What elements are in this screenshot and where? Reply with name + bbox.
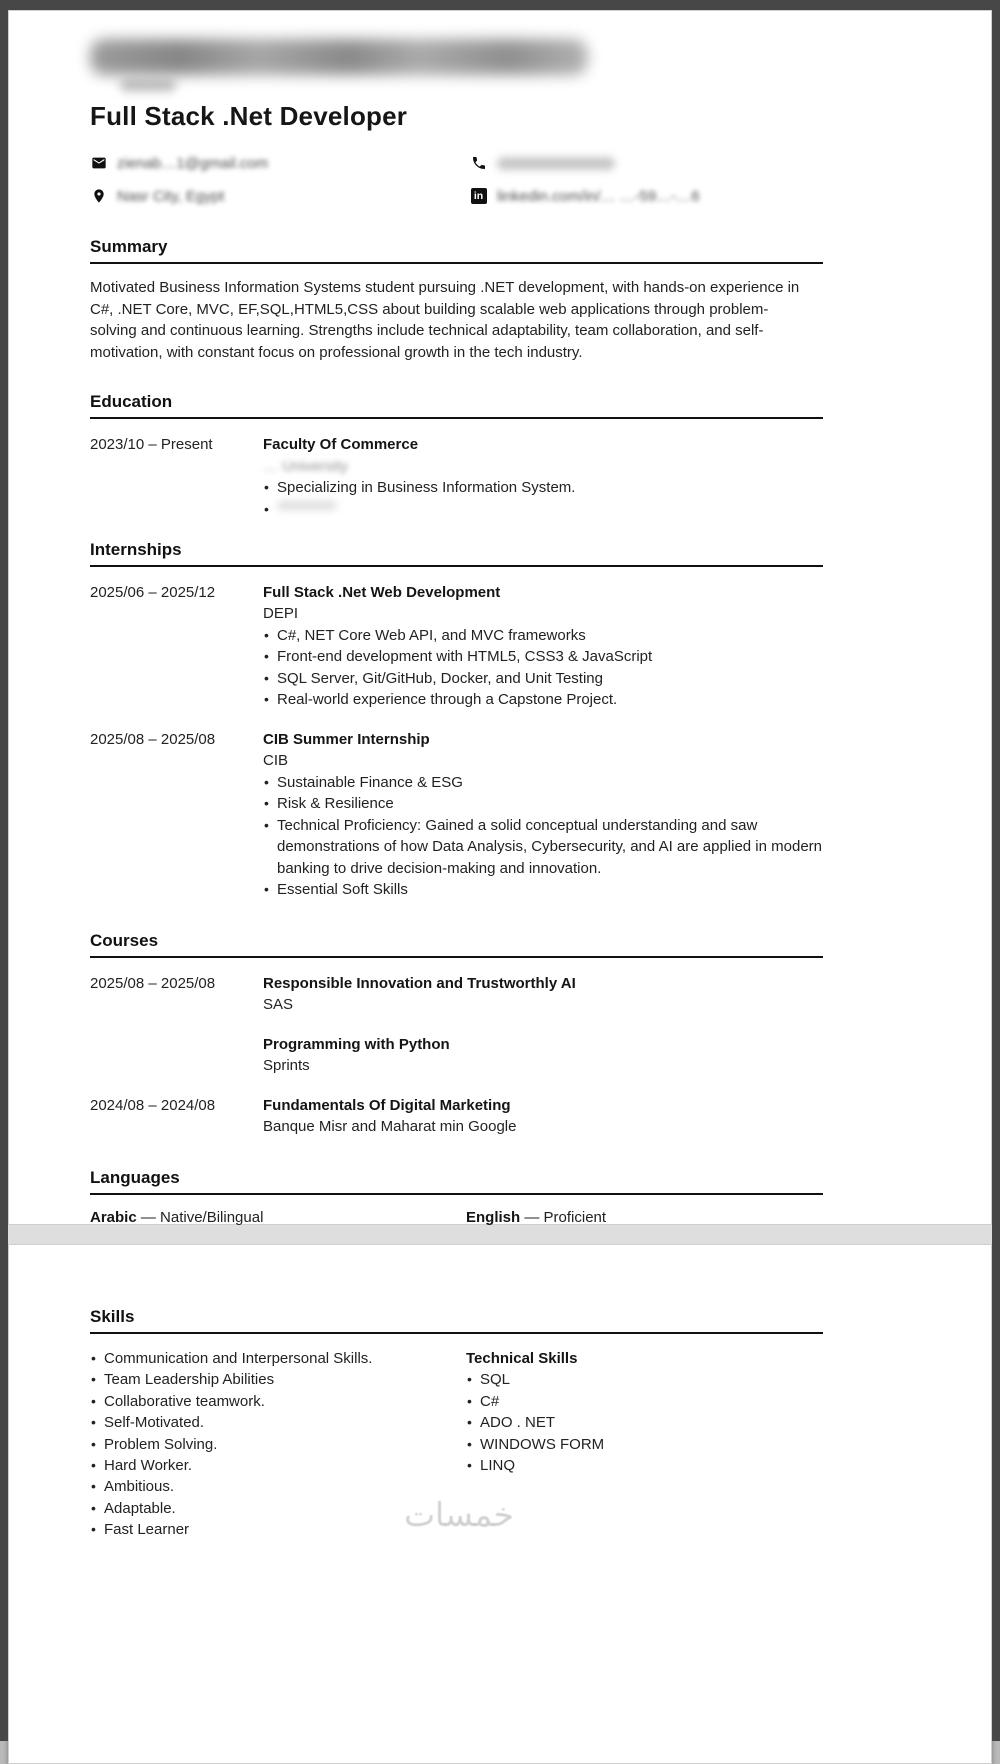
entry-dates: 2023/10 – Present bbox=[90, 436, 213, 453]
courses-heading: Courses bbox=[90, 931, 823, 958]
entry-bullets bbox=[263, 625, 823, 711]
contact-linkedin bbox=[470, 187, 823, 205]
summary-text: Motivated Business Information Systems student pursuing .NET development, with hands-on experience in C#, .NET Core, MVC, EF,SQL,HTML5,CSS about building scalable web applications through problem-solving and continuous learning. Strengths include technical adaptability, team collaboration, and self-motivation, with constant focus on professional growth in the tech industry. bbox=[90, 279, 800, 361]
entry-body bbox=[263, 1034, 823, 1077]
skill-item: • Communication and Interpersonal Skills. bbox=[90, 1348, 466, 1369]
bullet-item: • Front-end development with HTML5, CSS3 & JavaScript bbox=[263, 646, 823, 668]
entry-dates: 2025/08 – 2025/08 bbox=[90, 730, 216, 748]
entry-dates: 2025/06 – 2025/12 bbox=[90, 583, 216, 601]
entry-body bbox=[263, 434, 823, 510]
contact-location-text: Nasr City, Egypt bbox=[117, 187, 225, 205]
entry-body bbox=[263, 729, 823, 901]
redacted-name-subblob bbox=[120, 79, 176, 91]
entry-title: Fundamentals Of Digital Marketing bbox=[263, 1096, 511, 1114]
contact-linkedin-text: linkedin.com/in/… …-59…-…6 bbox=[497, 187, 700, 205]
skill-item: • ADO . NET bbox=[466, 1412, 823, 1433]
bullet-item: • SQL Server, Git/GitHub, Docker, and Unit Testing bbox=[263, 668, 823, 690]
entry-dates: 2025/08 – 2025/08 bbox=[90, 974, 216, 992]
contact-info bbox=[90, 154, 823, 205]
skill-item: • SQL bbox=[466, 1369, 823, 1390]
section-languages bbox=[90, 1168, 823, 1226]
entry-title: Responsible Innovation and Trustworthly AI bbox=[263, 974, 576, 992]
skill-item: • Hard Worker. bbox=[90, 1455, 466, 1476]
course-entry bbox=[90, 973, 823, 1016]
frame-right-edge bbox=[992, 0, 1000, 1741]
contact-location bbox=[90, 187, 470, 205]
contact-email-text: zienab…1@gmail.com bbox=[117, 154, 269, 172]
skill-item: • Adaptable. bbox=[90, 1498, 466, 1519]
entry-dates: 2024/08 – 2024/08 bbox=[90, 1096, 216, 1114]
course-entry bbox=[90, 1095, 823, 1138]
language-item bbox=[90, 1209, 466, 1226]
section-summary bbox=[90, 237, 823, 363]
course-entry bbox=[90, 1034, 823, 1077]
redacted-blob bbox=[277, 501, 337, 510]
phone-icon bbox=[470, 155, 487, 172]
entry-org: CIB bbox=[263, 752, 289, 769]
language-item bbox=[466, 1209, 823, 1226]
entry-body bbox=[263, 973, 823, 1016]
entry-bullets bbox=[263, 477, 823, 499]
contact-phone bbox=[470, 154, 823, 172]
skill-item: • Team Leadership Abilities bbox=[90, 1369, 466, 1390]
languages-row bbox=[90, 1209, 823, 1226]
language-name: English bbox=[466, 1208, 521, 1226]
section-courses bbox=[90, 931, 823, 1138]
skills-heading: Skills bbox=[90, 1307, 823, 1334]
bullet-item: • Real-world experience through a Capstone Project. bbox=[263, 689, 823, 711]
frame-left-edge bbox=[0, 0, 8, 1741]
skill-item: • WINDOWS FORM bbox=[466, 1434, 823, 1455]
entry-title: Full Stack .Net Web Development bbox=[263, 583, 501, 601]
section-internships bbox=[90, 540, 823, 901]
language-separator: — bbox=[524, 1208, 540, 1226]
frame-top-edge bbox=[0, 0, 1000, 10]
bullet-item: • Technical Proficiency: Gained a solid conceptual understanding and saw demonstrations of how Data Analysis, Cybersecurity, and AI are applied in modern banking to drive decision-making and innovation. bbox=[263, 815, 823, 880]
bullet-item: • Sustainable Finance & ESG bbox=[263, 772, 823, 794]
bullet-item: • Specializing in Business Information System. bbox=[263, 477, 823, 499]
technical-skills-list bbox=[466, 1369, 823, 1476]
location-pin-icon bbox=[90, 188, 107, 205]
skill-item: • Ambitious. bbox=[90, 1476, 466, 1497]
envelope-icon bbox=[90, 155, 107, 172]
technical-skills-heading: Technical Skills bbox=[466, 1350, 578, 1367]
language-level: Proficient bbox=[543, 1208, 607, 1226]
entry-org: Sprints bbox=[263, 1057, 310, 1074]
section-education bbox=[90, 392, 823, 510]
redacted-name bbox=[90, 39, 823, 91]
language-name: Arabic bbox=[90, 1208, 137, 1226]
redacted-name-blob bbox=[90, 39, 588, 75]
skill-item: • C# bbox=[466, 1391, 823, 1412]
contact-email bbox=[90, 154, 470, 172]
entry-bullets bbox=[263, 772, 823, 901]
internship-entry bbox=[90, 729, 823, 901]
bullet-item: • C#, NET Core Web API, and MVC frameworks bbox=[263, 625, 823, 647]
entry-dates bbox=[90, 1034, 263, 1077]
bullet-item: • Risk & Resilience bbox=[263, 793, 823, 815]
education-entry bbox=[90, 434, 823, 510]
language-level: Native/Bilingual bbox=[160, 1208, 264, 1226]
summary-heading: Summary bbox=[90, 237, 823, 264]
resume-page-1 bbox=[8, 10, 992, 1225]
entry-org: SAS bbox=[263, 996, 294, 1013]
skill-item: • Collaborative teamwork. bbox=[90, 1391, 466, 1412]
skill-item: • Fast Learner bbox=[90, 1519, 466, 1540]
entry-title: Faculty Of Commerce bbox=[263, 436, 419, 453]
skill-item: • Self-Motivated. bbox=[90, 1412, 466, 1433]
skill-item: • Problem Solving. bbox=[90, 1434, 466, 1455]
entry-body bbox=[263, 1095, 823, 1138]
page-gap bbox=[8, 1225, 992, 1244]
languages-heading: Languages bbox=[90, 1168, 823, 1195]
education-heading: Education bbox=[90, 392, 823, 419]
language-separator: — bbox=[140, 1208, 156, 1226]
entry-org: Banque Misr and Maharat min Google bbox=[263, 1118, 517, 1135]
internship-entry bbox=[90, 582, 823, 711]
contact-phone-redacted bbox=[497, 157, 615, 170]
skill-item: • LINQ bbox=[466, 1455, 823, 1476]
khamsat-watermark: خمسات bbox=[403, 1495, 515, 1534]
job-title: Full Stack .Net Developer bbox=[90, 101, 408, 131]
entry-org: DEPI bbox=[263, 605, 299, 622]
bullet-item: • Essential Soft Skills bbox=[263, 879, 823, 901]
entry-title: Programming with Python bbox=[263, 1035, 450, 1053]
linkedin-icon: in bbox=[470, 188, 487, 205]
internships-heading: Internships bbox=[90, 540, 823, 567]
entry-org-redacted: … University bbox=[263, 457, 349, 475]
entry-title: CIB Summer Internship bbox=[263, 730, 430, 748]
resume-page-2 bbox=[8, 1244, 992, 1764]
entry-body bbox=[263, 582, 823, 711]
